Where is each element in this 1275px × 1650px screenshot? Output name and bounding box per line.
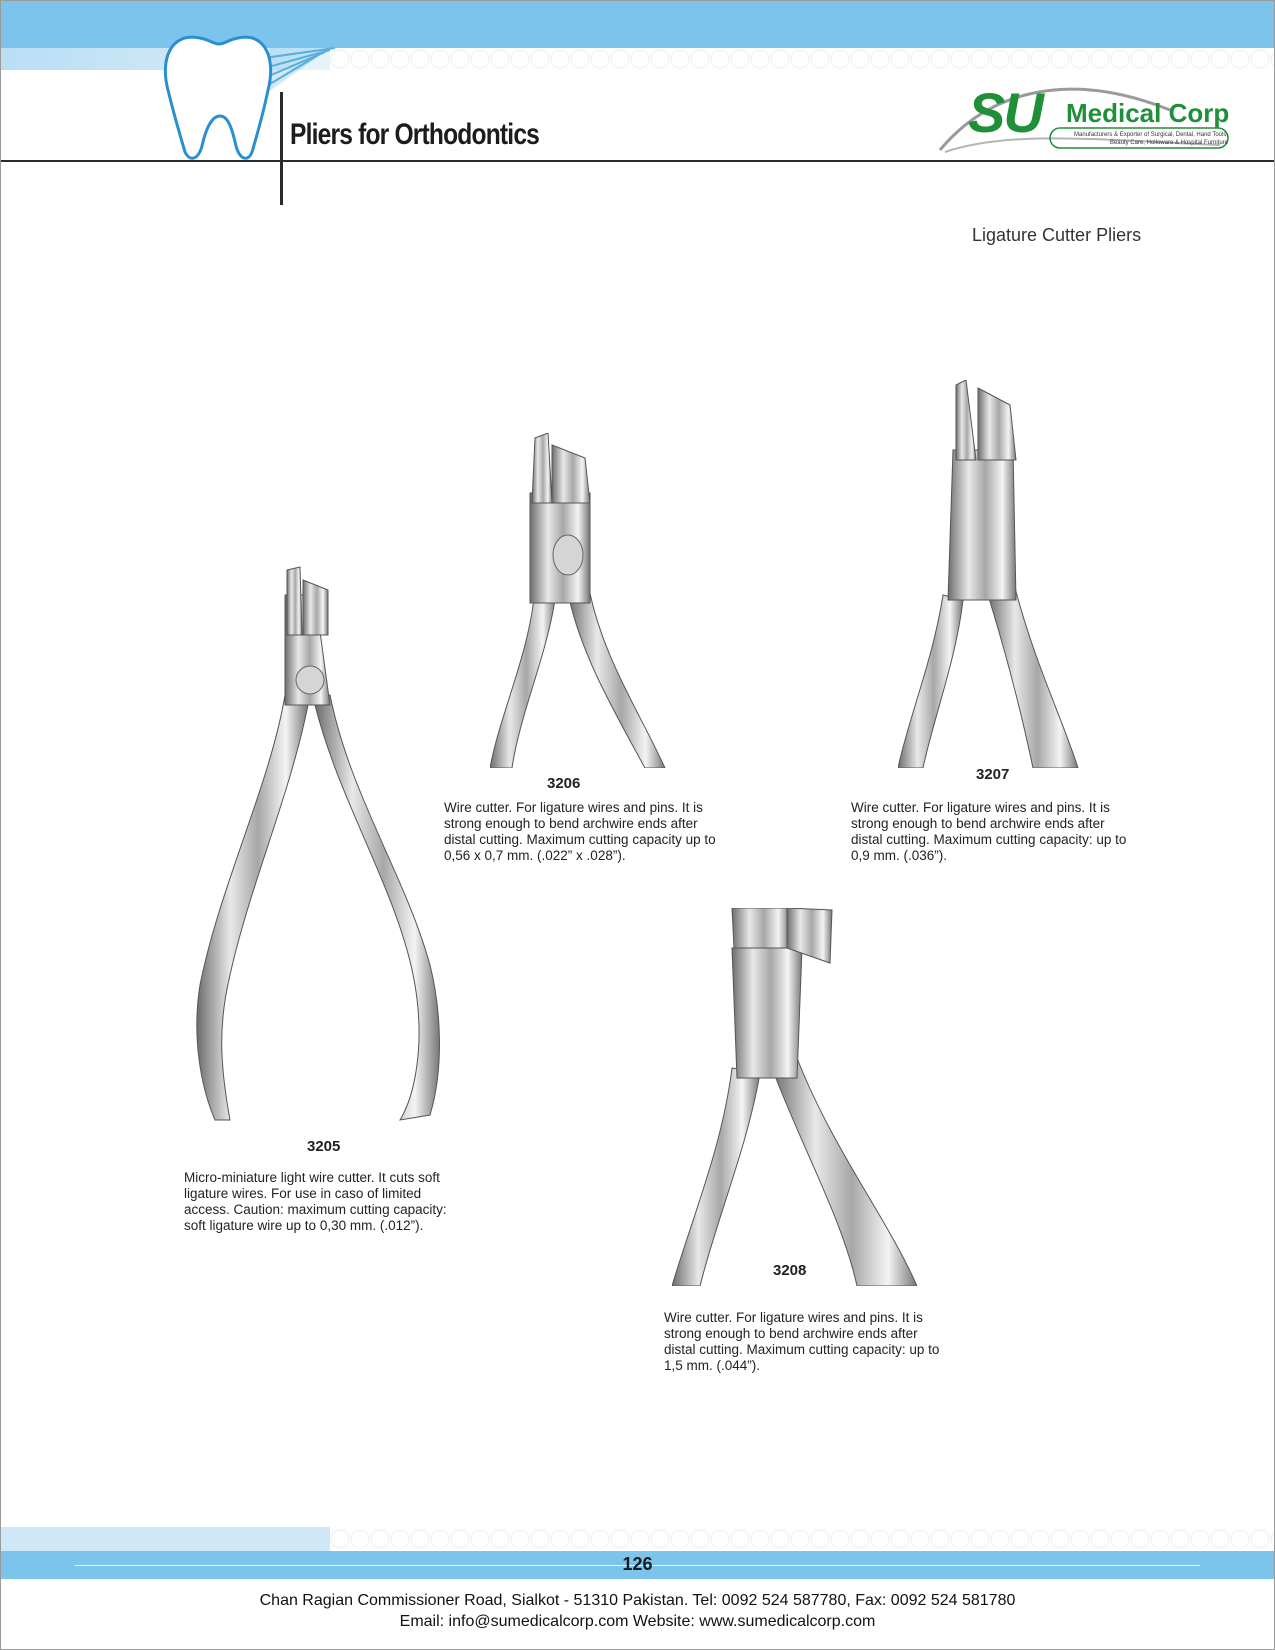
product-description-line: 1,5 mm. (.044”).: [664, 1358, 761, 1373]
plier-3207-image: [898, 380, 1083, 768]
logo-tagline-line2: Beauty Care, Holloware & Hospital Furniture: [1109, 140, 1228, 146]
plier-3205-image: [190, 565, 450, 1125]
product-code-3206: 3206: [547, 775, 581, 792]
logo-tagline-line1: Manufacturers & Exporter of Surgical, Dental, Hand Tools,: [1074, 132, 1228, 138]
product-description-line: 0,9 mm. (.036”).: [851, 848, 948, 863]
product-description-line: strong enough to bend archwire ends after: [444, 816, 698, 831]
product-description-line: 0,56 x 0,7 mm. (.022” x .028”).: [444, 848, 626, 863]
product-description-3208: [664, 1310, 984, 1374]
product-description-3205: [184, 1170, 484, 1234]
footer-address: Chan Ragian Commissioner Road, Sialkot - 51310 Pakistan. Tel: 0092 524 587780, Fax: 0092 524 581780: [259, 1592, 1016, 1609]
plier-3208-image: [672, 908, 917, 1286]
logo-brand-name: Medical Corp: [1066, 98, 1230, 128]
page-number: 126: [622, 1554, 653, 1574]
footer-pattern-strip: [330, 1527, 1275, 1551]
section-title: Ligature Cutter Pliers: [972, 225, 1142, 245]
plier-3206-image: [490, 433, 670, 768]
product-description-3207: [851, 800, 1171, 864]
header-rule: [0, 160, 1275, 162]
product-description-line: soft ligature wire up to 0,30 mm. (.012”).: [184, 1218, 424, 1233]
product-description-line: ligature wires. For use in caso of limited: [184, 1186, 422, 1201]
product-description-line: Wire cutter. For ligature wires and pins. It is: [851, 800, 1110, 815]
page-title: Pliers for Orthodontics: [290, 118, 540, 151]
product-description-line: access. Caution: maximum cutting capacity:: [184, 1202, 447, 1217]
product-description-3206: [444, 800, 764, 864]
product-description-line: strong enough to bend archwire ends after: [664, 1326, 918, 1341]
product-code-3205: 3205: [307, 1138, 341, 1155]
product-description-line: Wire cutter. For ligature wires and pins. It is: [664, 1310, 923, 1325]
logo-brand-mark: SU: [968, 81, 1042, 144]
product-description-line: Wire cutter. For ligature wires and pins. It is: [444, 800, 703, 815]
product-code-3208: 3208: [773, 1262, 807, 1279]
product-description-line: Micro-miniature light wire cutter. It cuts soft: [184, 1170, 440, 1185]
product-description-line: distal cutting. Maximum cutting capacity up to: [444, 832, 716, 847]
product-code-3207: 3207: [976, 766, 1010, 783]
title-divider: [280, 92, 283, 205]
product-description-line: strong enough to bend archwire ends after: [851, 816, 1105, 831]
footer-contact: Email: info@sumedicalcorp.com Website: www.sumedicalcorp.com: [399, 1613, 876, 1630]
logo-tagline: [1052, 131, 1228, 147]
product-description-line: distal cutting. Maximum cutting capacity: up to: [664, 1342, 940, 1357]
product-description-line: distal cutting. Maximum cutting capacity: up to: [851, 832, 1127, 847]
